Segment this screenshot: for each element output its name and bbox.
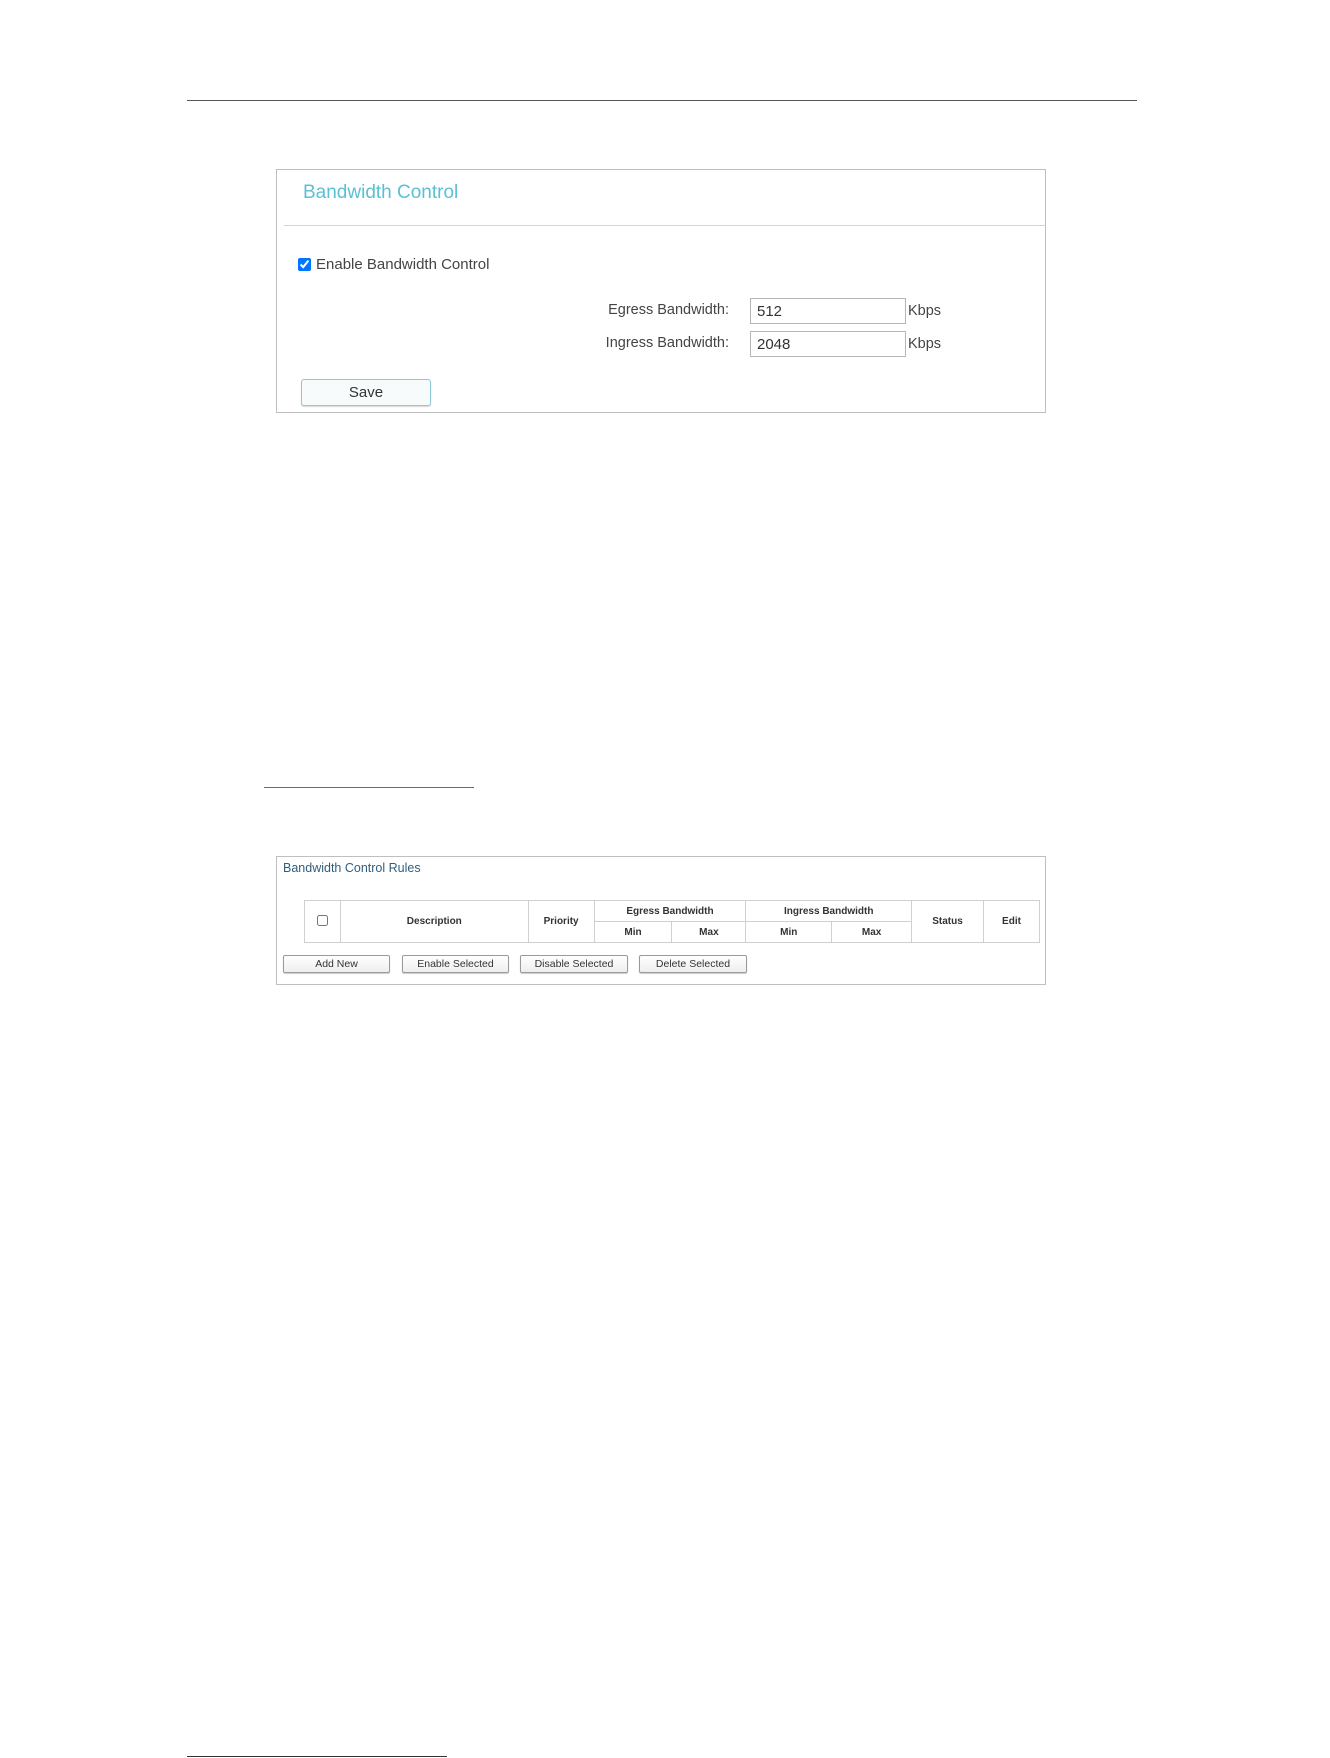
header-egress-min: Min — [594, 922, 672, 943]
footer-rule — [187, 1756, 447, 1757]
link-underline — [264, 787, 474, 788]
bandwidth-control-rules-panel — [276, 856, 1046, 985]
ingress-bandwidth-input[interactable] — [750, 331, 906, 357]
bandwidth-control-panel — [276, 169, 1046, 413]
header-egress-bandwidth: Egress Bandwidth — [594, 901, 746, 922]
egress-bandwidth-row — [277, 298, 1045, 326]
rules-button-row — [283, 955, 747, 973]
panel-title: Bandwidth Control — [303, 182, 459, 203]
header-priority: Priority — [528, 901, 594, 943]
page-header-rule — [187, 100, 1137, 101]
select-all-cell — [305, 901, 341, 943]
egress-bandwidth-label: Egress Bandwidth: — [608, 302, 729, 318]
table-header-row — [305, 901, 1040, 922]
save-button[interactable]: Save — [301, 379, 431, 406]
enable-bandwidth-control-row[interactable] — [298, 256, 489, 273]
header-ingress-max: Max — [832, 922, 912, 943]
header-edit: Edit — [983, 901, 1039, 943]
header-status: Status — [912, 901, 984, 943]
ingress-bandwidth-row — [277, 331, 1045, 359]
select-all-checkbox[interactable] — [317, 915, 328, 926]
header-ingress-bandwidth: Ingress Bandwidth — [746, 901, 912, 922]
egress-bandwidth-input[interactable] — [750, 298, 906, 324]
rules-table — [304, 900, 1040, 943]
panel-divider — [284, 225, 1045, 226]
delete-selected-button[interactable]: Delete Selected — [639, 955, 747, 973]
egress-unit: Kbps — [908, 303, 942, 319]
enable-bandwidth-control-label: Enable Bandwidth Control — [316, 256, 490, 273]
header-egress-max: Max — [672, 922, 746, 943]
header-description: Description — [340, 901, 528, 943]
rules-panel-title: Bandwidth Control Rules — [283, 861, 421, 875]
add-new-button[interactable]: Add New — [283, 955, 390, 973]
enable-selected-button[interactable]: Enable Selected — [402, 955, 509, 973]
enable-bandwidth-control-checkbox[interactable] — [298, 258, 311, 271]
header-ingress-min: Min — [746, 922, 832, 943]
disable-selected-button[interactable]: Disable Selected — [520, 955, 628, 973]
ingress-unit: Kbps — [908, 336, 942, 352]
ingress-bandwidth-label: Ingress Bandwidth: — [605, 335, 729, 351]
